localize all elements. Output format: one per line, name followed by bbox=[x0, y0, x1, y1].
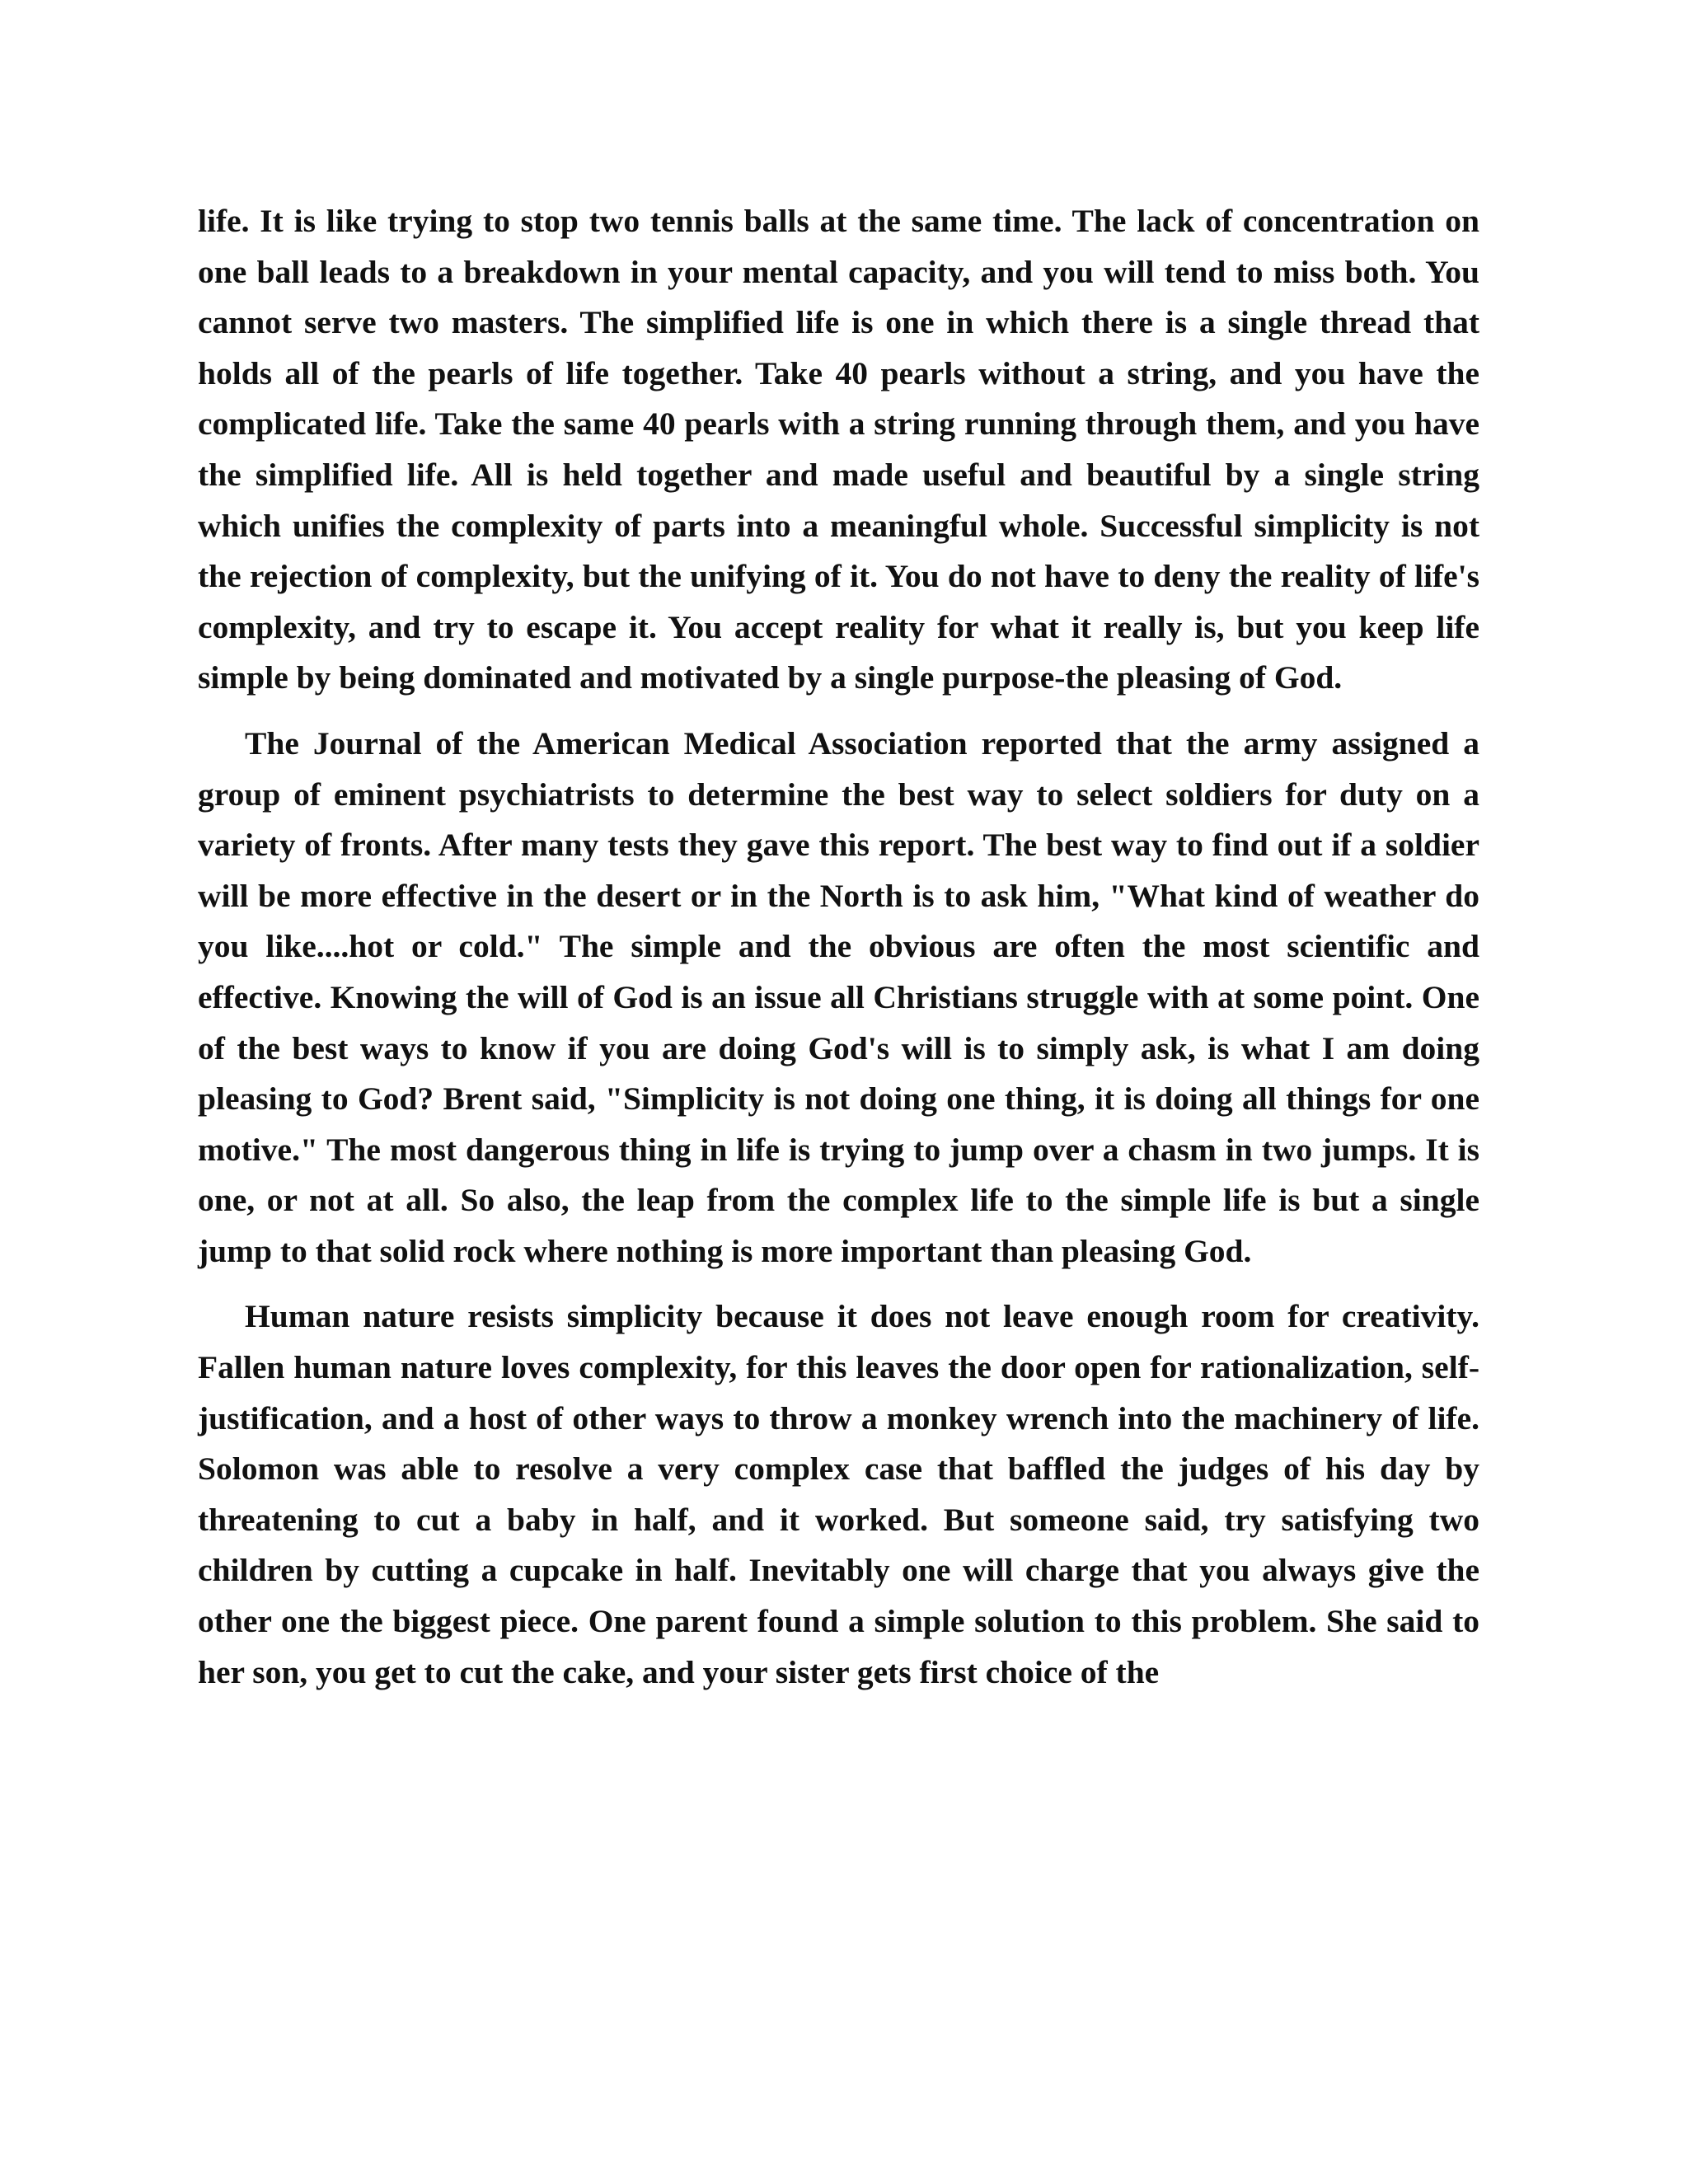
document-page bbox=[198, 196, 1479, 1713]
paragraph-2: The Journal of the American Medical Association reported that the army assigned a group of eminent psychiatrists to determine the best way to select soldiers for duty on a variety of fronts. After many tests they gave this report. The best way to find out if a soldier will be more effective in the desert or in the North is to ask him, "What kind of weather do you like....hot or cold." The simple and the obvious are often the most scientific and effective. Knowing the will of God is an issue all Christians struggle with at some point. One of the best ways to know if you are doing God's will is to simply ask, is what I am doing pleasing to God? Brent said, "Simplicity is not doing one thing, it is doing all things for one motive." The most dangerous thing in life is trying to jump over a chasm in two jumps. It is one, or not at all. So also, the leap from the complex life to the simple life is but a single jump to that solid rock where nothing is more important than pleasing God. bbox=[198, 724, 1479, 1269]
paragraph-1: life. It is like trying to stop two tennis balls at the same time. The lack of concentration on one ball leads to a breakdown in your mental capacity, and you will tend to miss both. You cannot serve two masters. The simplified life is one in which there is a single thread that holds all of the pearls of life together. Take 40 pearls without a string, and you have the complicated life. Take the same 40 pearls with a string running through them, and you have the simplified life. All is held together and made useful and beautiful by a single string which unifies the complexity of parts into a meaningful whole. Successful simplicity is not the rejection of complexity, but the unifying of it. You do not have to deny the reality of life's complexity, and try to escape it. You accept reality for what it really is, but you keep life simple by being dominated and motivated by a single purpose-the pleasing of God. bbox=[198, 203, 1479, 696]
paragraph-3: Human nature resists simplicity because it does not leave enough room for creativity. Fallen human nature loves complexity, for this leaves the door open for rationalization, self-justification, and a host of other ways to throw a monkey wrench into the machinery of life. Solomon was able to resolve a very complex case that baffled the judges of his day by threatening to cut a baby in half, and it worked. But someone said, try satisfying two children by cutting a cupcake in half. Inevitably one will charge that you always give the other one the biggest piece. One parent found a simple solution to this problem. She said to her son, you get to cut the cake, and your sister gets first choice of the bbox=[198, 1298, 1479, 1690]
